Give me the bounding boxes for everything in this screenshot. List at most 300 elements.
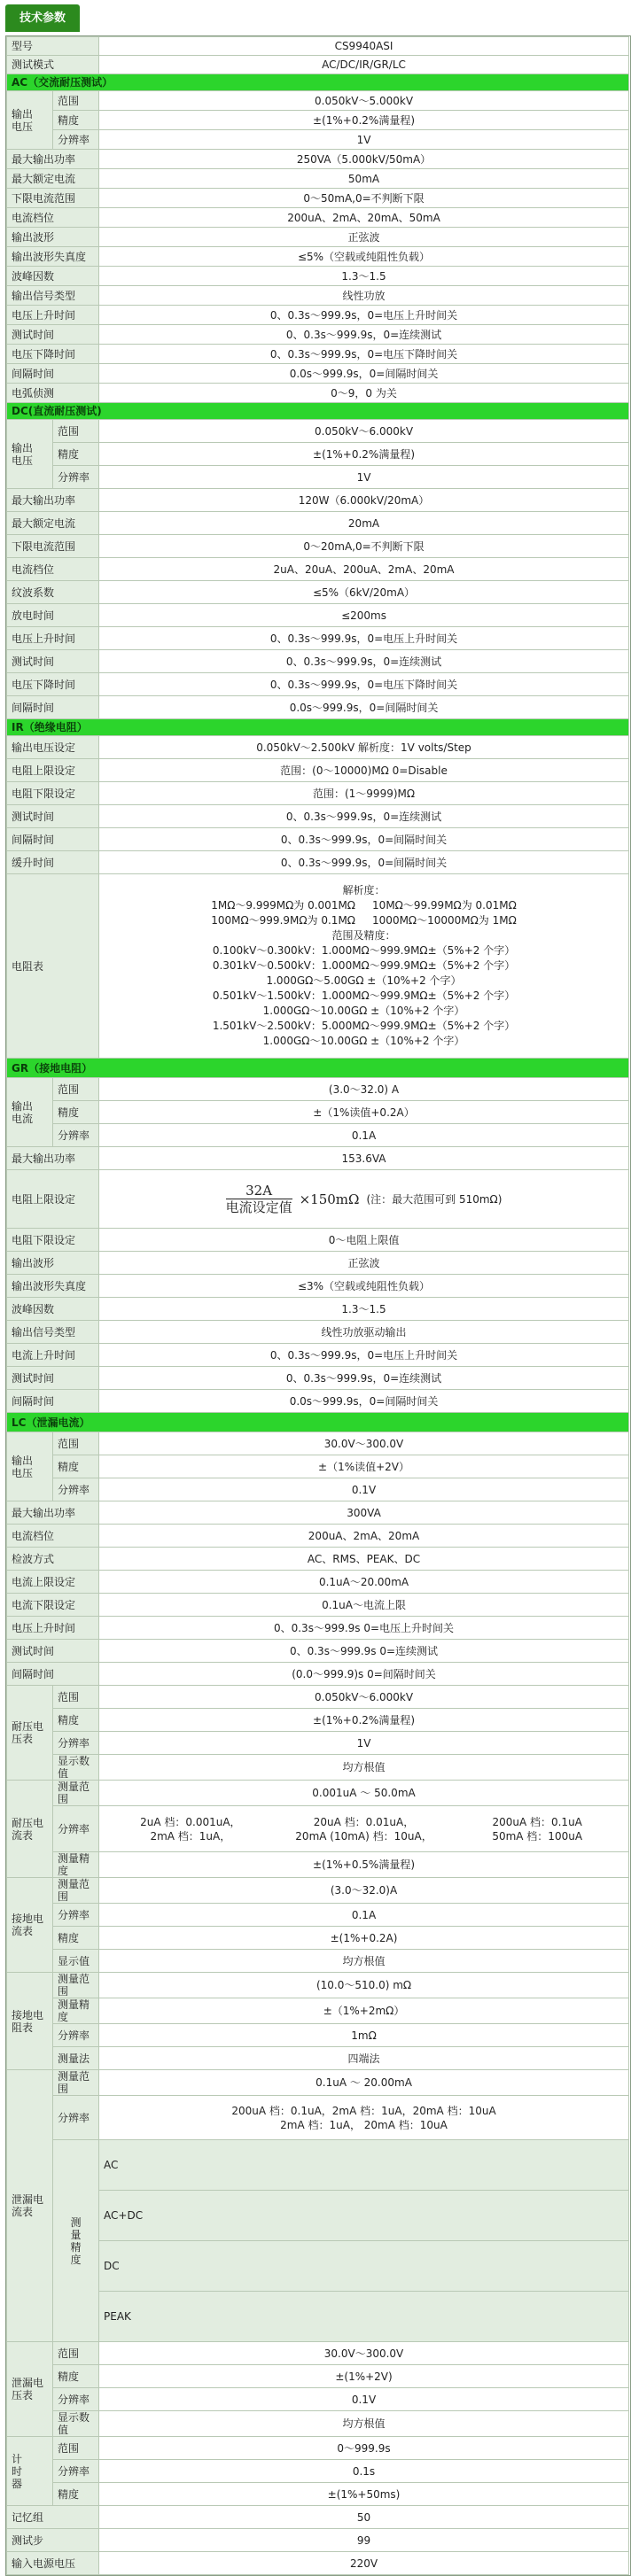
sub-label: 测量范围 [53, 2070, 99, 2096]
spec-value: ≤5%（空载或纯阻性负载） [99, 247, 629, 267]
spec-row [7, 512, 629, 535]
sub-label: 范围 [53, 1078, 99, 1101]
sub-label: 分辨率 [53, 1124, 99, 1147]
spec-row [7, 403, 629, 420]
spec-label: 电流上升时间 [7, 1344, 99, 1367]
spec-label: 间隔时间 [7, 1390, 99, 1413]
spec-row [7, 267, 629, 286]
section-header: AC（交流耐压测试） [7, 74, 629, 91]
spec-row [7, 1950, 629, 1973]
spec-value: 0～20mA,0=不判断下限 [99, 535, 629, 558]
resistance-meter-spec [99, 874, 629, 1059]
spec-value: 0.0s～999.9s，0=间隔时间关 [99, 696, 629, 719]
formula-multiplier: ×150mΩ [299, 1191, 360, 1207]
spec-row [7, 228, 629, 247]
spec-row [7, 1686, 629, 1709]
spec-row [7, 782, 629, 805]
spec-row [7, 247, 629, 267]
spec-value: 0.050kV～2.500kV 解析度：1V volts/Step [99, 736, 629, 759]
group-label: 输出 电压 [7, 420, 53, 489]
section-header: IR（绝缘电阻） [7, 719, 629, 736]
spec-value: ≤3%（空载或纯阻性负载） [99, 1275, 629, 1298]
spec-value: 0、0.3s～999.9s，0=间隔时间关 [99, 851, 629, 874]
spec-value: 线性功放 [99, 286, 629, 306]
formula [104, 1183, 624, 1215]
sub-label: 分辨率 [53, 1732, 99, 1755]
spec-label: 测试模式 [7, 56, 99, 74]
spec-label: 最大额定电流 [7, 512, 99, 535]
spec-row [7, 2529, 629, 2552]
group-label: 输出 电流 [7, 1078, 53, 1147]
spec-value: 0.1A [99, 1124, 629, 1147]
spec-row [7, 1275, 629, 1298]
spec-row [7, 1413, 629, 1432]
sub-label: 精度 [53, 1709, 99, 1732]
spec-label: 测试时间 [7, 650, 99, 673]
spec-value: 0～999.9s [99, 2437, 629, 2460]
spec-row [7, 581, 629, 604]
spec-label: 测试步 [7, 2529, 99, 2552]
spec-value: 250VA（5.000kV/50mA） [99, 150, 629, 169]
spec-value: ±(1%+0.2%满量程) [99, 443, 629, 466]
spec-row [7, 1124, 629, 1147]
spec-label: 最大输出功率 [7, 489, 99, 512]
spec-value: 范围：(1～9999)MΩ [99, 782, 629, 805]
resistance-meter-text: 解析度： 1MΩ～9.999MΩ为 0.001MΩ 10MΩ～99.99MΩ为 0.01MΩ 100MΩ～999.9MΩ为 0.1MΩ 1000MΩ～10000MΩ为 1MΩ 范围及精度： 0.100kV～0.300kV：1.000MΩ～999.9MΩ±（5%+2 个字） 0.301kV～0.500kV：1.000MΩ～999.9MΩ±（5%+2 个字） 1.000GΩ～5.00GΩ ±（10%+2 个字） 0.501kV～1.500kV：1.000MΩ～999.9MΩ±（5%+2 个字） 1.000GΩ～10.00GΩ ±（10%+2 个字） 1.501kV～2.500kV：5.000MΩ～999.9MΩ±（5%+2 个字） 1.000GΩ～10.00GΩ ±（10%+2 个字） [211, 884, 517, 1047]
spec-value: 0.1s [99, 2460, 629, 2483]
group-label: 计 时 器 [7, 2437, 53, 2506]
sub-label: 测量法 [53, 2047, 99, 2070]
spec-label: 记忆组 [7, 2506, 99, 2529]
spec-row [7, 1078, 629, 1101]
spec-row [7, 1525, 629, 1548]
spec-label: 检波方式 [7, 1548, 99, 1571]
spec-value: (0.0～999.9)s 0=间隔时间关 [99, 1663, 629, 1686]
spec-row [7, 2437, 629, 2460]
spec-label: 测试时间 [7, 1640, 99, 1663]
spec-value: (3.0～32.0)A [99, 1878, 629, 1904]
spec-row [7, 345, 629, 364]
spec-value: CS9940ASI [99, 37, 629, 56]
spec-value: 0.0s～999.9s，0=间隔时间关 [99, 1390, 629, 1413]
spec-row [7, 286, 629, 306]
spec-row [7, 1059, 629, 1078]
spec-value: 0、0.3s～999.9s 0=连续测试 [99, 1640, 629, 1663]
sub-label: 分辨率 [53, 466, 99, 489]
spec-row [7, 2552, 629, 2575]
spec-value: 200uA、2mA、20mA [99, 1525, 629, 1548]
sub-label: 精度 [53, 2483, 99, 2506]
resolution-cell: 50mA 档：100uA [492, 1829, 583, 1843]
sub-label: 显示数值 [53, 1755, 99, 1781]
spec-label: 输出波形失真度 [7, 1275, 99, 1298]
sub-label: 分辨率 [53, 130, 99, 150]
formula-denominator: 电流设定值 [225, 1199, 292, 1215]
spec-row [7, 759, 629, 782]
sub-label: 分辨率 [53, 1904, 99, 1927]
spec-row [7, 1878, 629, 1904]
spec-row [7, 2292, 629, 2342]
spec-row [7, 2342, 629, 2365]
spec-value: 均方根值 [99, 2411, 629, 2437]
spec-row [7, 1229, 629, 1252]
spec-label: 电流档位 [7, 1525, 99, 1548]
resolution-cell: 200uA 档：0.1uA [492, 1815, 582, 1828]
sub-label: 分辨率 [53, 2024, 99, 2047]
spec-row [7, 719, 629, 736]
spec-value: 0、0.3s～999.9s，0=电压上升时间关 [99, 627, 629, 650]
spec-value: ±（1%读值+0.2A） [99, 1101, 629, 1124]
sub-label: 范围 [53, 2437, 99, 2460]
spec-row [7, 1344, 629, 1367]
spec-row [7, 828, 629, 851]
tech-params-tab[interactable]: 技术参数 [5, 4, 80, 32]
spec-value: 0、0.3s～999.9s，0=连续测试 [99, 1367, 629, 1390]
spec-value: 0.1A [99, 1904, 629, 1927]
spec-value: 正弦波 [99, 1252, 629, 1275]
spec-value: 1.3～1.5 [99, 267, 629, 286]
spec-row [7, 384, 629, 403]
spec-label: 输出信号类型 [7, 1321, 99, 1344]
spec-label: 最大输出功率 [7, 1501, 99, 1525]
spec-label: 型号 [7, 37, 99, 56]
spec-value: ≤5%（6kV/20mA） [99, 581, 629, 604]
spec-row [7, 2070, 629, 2096]
group-label: 泄漏电压表 [7, 2342, 53, 2437]
sub-label: 测量范围 [53, 1781, 99, 1806]
sub-label: PEAK [99, 2292, 629, 2342]
spec-row [7, 650, 629, 673]
spec-value: 50mA [99, 169, 629, 189]
spec-row [7, 111, 629, 130]
spec-row [7, 696, 629, 719]
spec-row [7, 1298, 629, 1321]
resolution-grid [99, 2096, 629, 2140]
sub-label: 测量精度 [53, 1998, 99, 2024]
spec-value: 0、0.3s～999.9s，0=电压上升时间关 [99, 1344, 629, 1367]
spec-label: 电流档位 [7, 558, 99, 581]
formula-numerator: 32A [226, 1183, 292, 1199]
spec-row [7, 1501, 629, 1525]
sub-label: AC [99, 2140, 629, 2191]
sub-label: 范围 [53, 91, 99, 111]
spec-value: 0、0.3s～999.9s，0=连续测试 [99, 325, 629, 345]
spec-row [7, 558, 629, 581]
spec-row [7, 364, 629, 384]
spec-label: 电流档位 [7, 208, 99, 228]
spec-row [7, 1548, 629, 1571]
spec-row [7, 1367, 629, 1390]
spec-row [7, 1617, 629, 1640]
spec-row [7, 1927, 629, 1950]
spec-label: 电流下限设定 [7, 1594, 99, 1617]
spec-row [7, 1390, 629, 1413]
spec-row [7, 604, 629, 627]
spec-value: 120W（6.000kV/20mA） [99, 489, 629, 512]
sub-label: 分辨率 [53, 1478, 99, 1501]
spec-value: 均方根值 [99, 1950, 629, 1973]
sub-label: AC+DC [99, 2191, 629, 2241]
group-label: 接地电阻表 [7, 1973, 53, 2070]
group-label: 输出 电压 [7, 1432, 53, 1501]
spec-row [7, 1571, 629, 1594]
spec-value: 范围：(0～10000)MΩ 0=Disable [99, 759, 629, 782]
spec-value: ±（1%+2mΩ） [99, 1998, 629, 2024]
group-label: 耐压电压表 [7, 1686, 53, 1781]
group-label: 泄漏电流表 [7, 2070, 53, 2342]
spec-label: 间隔时间 [7, 828, 99, 851]
spec-value: 0.1uA～20.00mA [99, 1571, 629, 1594]
spec-value: 0～9，0 为关 [99, 384, 629, 403]
sub-label: 测量范围 [53, 1973, 99, 1998]
spec-value: (10.0～510.0) mΩ [99, 1973, 629, 1998]
spec-row [7, 306, 629, 325]
sub-label: 分辨率 [53, 2096, 99, 2140]
spec-row [7, 1594, 629, 1617]
spec-row [7, 736, 629, 759]
spec-row [7, 2024, 629, 2047]
spec-value: 0、0.3s～999.9s，0=间隔时间关 [99, 828, 629, 851]
spec-value: 99 [99, 2529, 629, 2552]
spec-value: 153.6VA [99, 1147, 629, 1170]
formula-fraction [226, 1183, 292, 1215]
spec-value: 0、0.3s～999.9s，0=电压上升时间关 [99, 306, 629, 325]
spec-row [7, 56, 629, 74]
sub-label: 分辨率 [53, 2388, 99, 2411]
spec-value: 0.1uA ～ 20.00mA [99, 2070, 629, 2096]
resolution-cell: 2mA 档：1uA， [150, 1829, 231, 1843]
spec-label: 电压下降时间 [7, 345, 99, 364]
spec-row [7, 1732, 629, 1755]
section-header: GR（接地电阻） [7, 1059, 629, 1078]
spec-row [7, 2241, 629, 2292]
spec-row [7, 1101, 629, 1124]
spec-row [7, 466, 629, 489]
spec-row [7, 74, 629, 91]
spec-value: (3.0～32.0) A [99, 1078, 629, 1101]
resolution-grid-body [104, 1816, 624, 1843]
spec-value: 1mΩ [99, 2024, 629, 2047]
spec-row [7, 208, 629, 228]
resolution-cell: 2uA 档：0.001uA， [140, 1815, 241, 1828]
spec-value: 30.0V～300.0V [99, 1432, 629, 1455]
sub-label: 范围 [53, 1432, 99, 1455]
spec-row [7, 2388, 629, 2411]
spec-row [7, 1321, 629, 1344]
spec-value: 0.050kV～5.000kV [99, 91, 629, 111]
spec-table-body [6, 36, 629, 2575]
spec-value: AC、RMS、PEAK、DC [99, 1548, 629, 1571]
spec-label: 最大输出功率 [7, 1147, 99, 1170]
sub-label: 范围 [53, 420, 99, 443]
spec-value: ±(1%+0.2A) [99, 1927, 629, 1950]
spec-row [7, 2506, 629, 2529]
spec-label: 输出波形 [7, 1252, 99, 1275]
spec-label: 电阻表 [7, 874, 99, 1059]
spec-value: ±(1%+2V) [99, 2365, 629, 2388]
spec-label: 测试时间 [7, 805, 99, 828]
sub-label: DC [99, 2241, 629, 2292]
spec-label: 电弧侦测 [7, 384, 99, 403]
spec-row [7, 1170, 629, 1229]
spec-row [7, 1852, 629, 1878]
sub-label: 精度 [53, 111, 99, 130]
spec-row [7, 1998, 629, 2024]
spec-value: 20mA [99, 512, 629, 535]
spec-value: 四端法 [99, 2047, 629, 2070]
resolution-grid [99, 1806, 629, 1852]
spec-row [7, 535, 629, 558]
spec-value: 0.001uA ～ 50.0mA [99, 1781, 629, 1806]
spec-row [7, 325, 629, 345]
spec-value: 0、0.3s～999.9s，0=电压下降时间关 [99, 673, 629, 696]
spec-label: 间隔时间 [7, 364, 99, 384]
spec-label: 间隔时间 [7, 696, 99, 719]
spec-value: 1.3～1.5 [99, 1298, 629, 1321]
spec-value: 1V [99, 1732, 629, 1755]
spec-row [7, 1147, 629, 1170]
spec-value: AC/DC/IR/GR/LC [99, 56, 629, 74]
section-header: LC（泄漏电流） [7, 1413, 629, 1432]
spec-row [7, 1663, 629, 1686]
sub-label: 显示值 [53, 1950, 99, 1973]
formula-note: (注：最大范围可到 510mΩ) [366, 1192, 502, 1206]
spec-label: 波峰因数 [7, 267, 99, 286]
spec-row [7, 2191, 629, 2241]
sub-label: 范围 [53, 2342, 99, 2365]
spec-label: 测试时间 [7, 325, 99, 345]
spec-row [7, 1432, 629, 1455]
spec-value: ±（1%读值+2V） [99, 1455, 629, 1478]
spec-label: 电压上升时间 [7, 1617, 99, 1640]
spec-value: ±(1%+0.2%满量程) [99, 111, 629, 130]
spec-value: 正弦波 [99, 228, 629, 247]
spec-label: 电压上升时间 [7, 306, 99, 325]
spec-label: 电阻下限设定 [7, 782, 99, 805]
resistance-upper-formula [99, 1170, 629, 1229]
spec-row [7, 150, 629, 169]
spec-value: 0.050kV～6.000kV [99, 420, 629, 443]
spec-value: 0、0.3s～999.9s 0=电压上升时间关 [99, 1617, 629, 1640]
spec-row [7, 627, 629, 650]
spec-value: 0～电阻上限值 [99, 1229, 629, 1252]
resolution-grid-body [104, 2105, 624, 2131]
spec-row [7, 130, 629, 150]
resolution-cell: 200uA 档：0.1uA，2mA 档：1uA，20mA 档：10uA [231, 2104, 496, 2117]
spec-table [5, 35, 631, 2576]
spec-value: 0、0.3s～999.9s，0=电压下降时间关 [99, 345, 629, 364]
spec-label: 电阻上限设定 [7, 1170, 99, 1229]
spec-value: 0.1V [99, 1478, 629, 1501]
spec-value: 0.050kV～6.000kV [99, 1686, 629, 1709]
spec-value: 2uA、20uA、200uA、2mA、20mA [99, 558, 629, 581]
spec-value: 1V [99, 466, 629, 489]
sub-label: 精度 [53, 1455, 99, 1478]
spec-label: 间隔时间 [7, 1663, 99, 1686]
spec-value: 0.1V [99, 2388, 629, 2411]
spec-value: 均方根值 [99, 1755, 629, 1781]
spec-label: 输出电压设定 [7, 736, 99, 759]
spec-value: 50 [99, 2506, 629, 2529]
spec-value: 0、0.3s～999.9s，0=连续测试 [99, 805, 629, 828]
spec-label: 纹波系数 [7, 581, 99, 604]
spec-value: ±(1%+0.2%满量程) [99, 1709, 629, 1732]
spec-row [7, 673, 629, 696]
spec-value: 0、0.3s～999.9s，0=连续测试 [99, 650, 629, 673]
spec-row [7, 91, 629, 111]
spec-row [7, 2460, 629, 2483]
spec-row [7, 1781, 629, 1806]
spec-label: 波峰因数 [7, 1298, 99, 1321]
spec-row [7, 2140, 629, 2191]
spec-value: 0～50mA,0=不判断下限 [99, 189, 629, 208]
sub-label: 范围 [53, 1686, 99, 1709]
spec-label: 输出信号类型 [7, 286, 99, 306]
spec-label: 电阻下限设定 [7, 1229, 99, 1252]
sub-label: 测量精度 [53, 1852, 99, 1878]
sub-label: 精度 [53, 1927, 99, 1950]
spec-label: 电阻上限设定 [7, 759, 99, 782]
spec-value: 220V [99, 2552, 629, 2575]
spec-row [7, 1973, 629, 1998]
spec-row [7, 489, 629, 512]
spec-value: ±(1%+0.5%满量程) [99, 1852, 629, 1878]
side-label: 测 量 精 度 [53, 2140, 99, 2342]
spec-row [7, 874, 629, 1059]
sub-label: 精度 [53, 2365, 99, 2388]
spec-row [7, 1455, 629, 1478]
spec-value: 线性功放驱动输出 [99, 1321, 629, 1344]
spec-value: 200uA、2mA、20mA、50mA [99, 208, 629, 228]
sub-label: 分辨率 [53, 2460, 99, 2483]
spec-row [7, 2096, 629, 2140]
spec-row [7, 2411, 629, 2437]
spec-row [7, 1252, 629, 1275]
spec-value: ±(1%+50ms) [99, 2483, 629, 2506]
resolution-cell: 20mA (10mA) 档：10uA， [295, 1829, 432, 1843]
spec-value: 0.1uA～电流上限 [99, 1594, 629, 1617]
spec-row [7, 1755, 629, 1781]
spec-label: 输入电源电压 [7, 2552, 99, 2575]
spec-label: 测试时间 [7, 1367, 99, 1390]
spec-row [7, 2047, 629, 2070]
group-label: 输出 电压 [7, 91, 53, 150]
spec-label: 输出波形 [7, 228, 99, 247]
spec-row [7, 2365, 629, 2388]
resolution-cell: 2mA 档：1uA， 20mA 档：10uA [280, 2118, 448, 2131]
spec-row [7, 189, 629, 208]
spec-row [7, 37, 629, 56]
spec-row [7, 169, 629, 189]
spec-row [7, 1806, 629, 1852]
spec-label: 最大额定电流 [7, 169, 99, 189]
spec-value: 1V [99, 130, 629, 150]
spec-label: 缓升时间 [7, 851, 99, 874]
sub-label: 精度 [53, 1101, 99, 1124]
spec-row [7, 443, 629, 466]
group-label: 接地电流表 [7, 1878, 53, 1973]
spec-row [7, 1478, 629, 1501]
spec-row [7, 2483, 629, 2506]
spec-row [7, 1904, 629, 1927]
spec-label: 放电时间 [7, 604, 99, 627]
spec-label: 输出波形失真度 [7, 247, 99, 267]
spec-value: 30.0V～300.0V [99, 2342, 629, 2365]
group-label: 耐压电流表 [7, 1781, 53, 1878]
sub-label: 精度 [53, 443, 99, 466]
spec-label: 电流上限设定 [7, 1571, 99, 1594]
spec-value: 0.0s～999.9s，0=间隔时间关 [99, 364, 629, 384]
